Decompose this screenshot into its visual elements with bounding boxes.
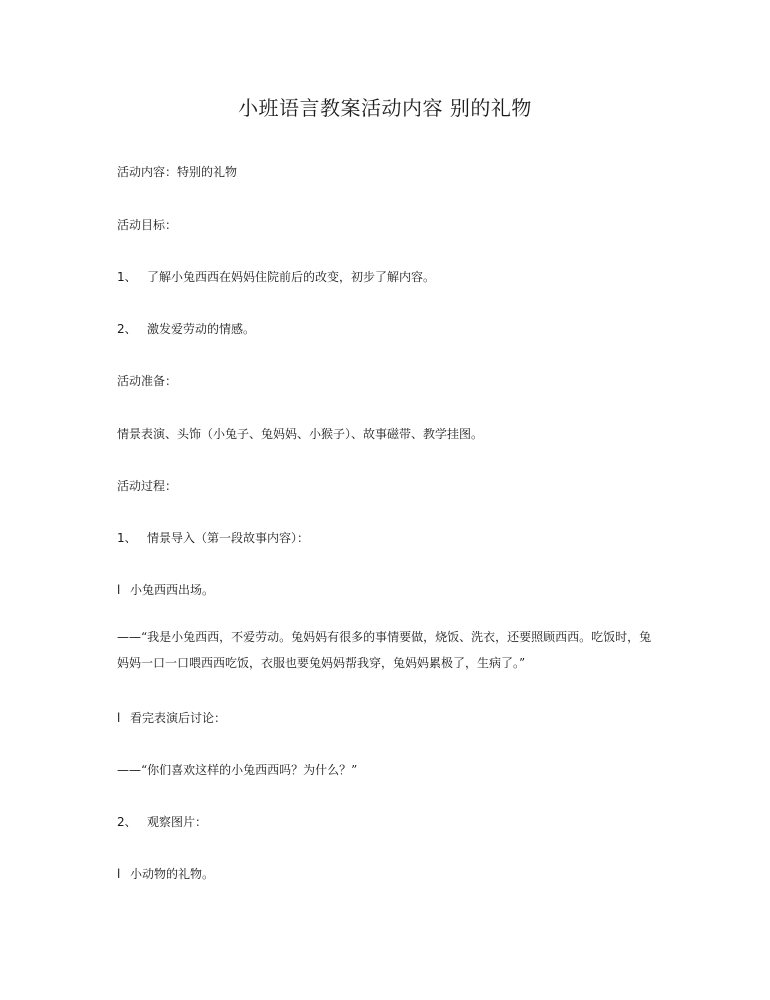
quote-paragraph-2-text: “你们喜欢这样的小兔西西吗？为什么？” bbox=[141, 763, 358, 777]
goal-item-2-text: 激发爱劳动的情感。 bbox=[147, 322, 256, 336]
bullet-item-1-text: 小兔西西出场。 bbox=[130, 583, 215, 597]
goals-heading bbox=[117, 212, 657, 238]
goals-heading-text: 活动目标： bbox=[117, 218, 178, 232]
bullet-item-2-text: 看完表演后讨论： bbox=[130, 711, 227, 725]
bullet-item-1 bbox=[117, 577, 657, 603]
step-item-2 bbox=[117, 809, 657, 835]
process-heading bbox=[117, 473, 657, 499]
goal-item-2 bbox=[117, 316, 657, 342]
document-title: 小班语言教案活动内容 别的礼物 bbox=[238, 96, 532, 120]
step-item-1 bbox=[117, 525, 657, 551]
quote-paragraph-1-text: “我是小兔西西，不爱劳动。兔妈妈有很多的事情要做，烧饭、洗衣，还要照顾西西。吃饭时，兔妈妈一口一口喂西西吃饭，衣服也要兔妈妈帮我穿，兔妈妈累极了，生病了。” bbox=[117, 630, 652, 670]
goal-item-1-text: 了解小兔西西在妈妈住院前后的改变，初步了解内容。 bbox=[147, 270, 436, 284]
bullet-item-3 bbox=[117, 861, 657, 887]
bullet-item-3-text: 小动物的礼物。 bbox=[130, 867, 215, 881]
step-item-2-text: 观察图片： bbox=[147, 815, 208, 829]
step-item-2-number: 2、 bbox=[117, 815, 137, 829]
goal-item-1-number: 1、 bbox=[117, 270, 137, 284]
quote-paragraph-1 bbox=[117, 624, 657, 676]
goal-item-2-number: 2、 bbox=[117, 322, 137, 336]
prep-text: 情景表演、头饰（小兔子、兔妈妈、小猴子）、故事磁带、教学挂图。 bbox=[117, 427, 484, 441]
dash-mark-2: —— bbox=[117, 763, 141, 777]
bullet-item-2 bbox=[117, 705, 657, 731]
prep-line bbox=[117, 421, 657, 447]
step-item-1-number: 1、 bbox=[117, 531, 137, 545]
prep-heading bbox=[117, 368, 657, 394]
goal-item-1 bbox=[117, 264, 657, 290]
step-item-1-text: 情景导入（第一段故事内容）： bbox=[147, 531, 310, 545]
bullet-mark-1: l bbox=[117, 583, 121, 597]
process-heading-text: 活动过程： bbox=[117, 479, 178, 493]
prep-heading-text: 活动准备： bbox=[117, 374, 178, 388]
bullet-mark-3: l bbox=[117, 867, 121, 881]
quote-paragraph-2 bbox=[117, 757, 657, 783]
activity-content-text: 活动内容：特别的礼物 bbox=[117, 165, 238, 179]
activity-content-line bbox=[117, 159, 657, 185]
dash-mark-1: —— bbox=[117, 630, 141, 644]
bullet-mark-2: l bbox=[117, 711, 121, 725]
